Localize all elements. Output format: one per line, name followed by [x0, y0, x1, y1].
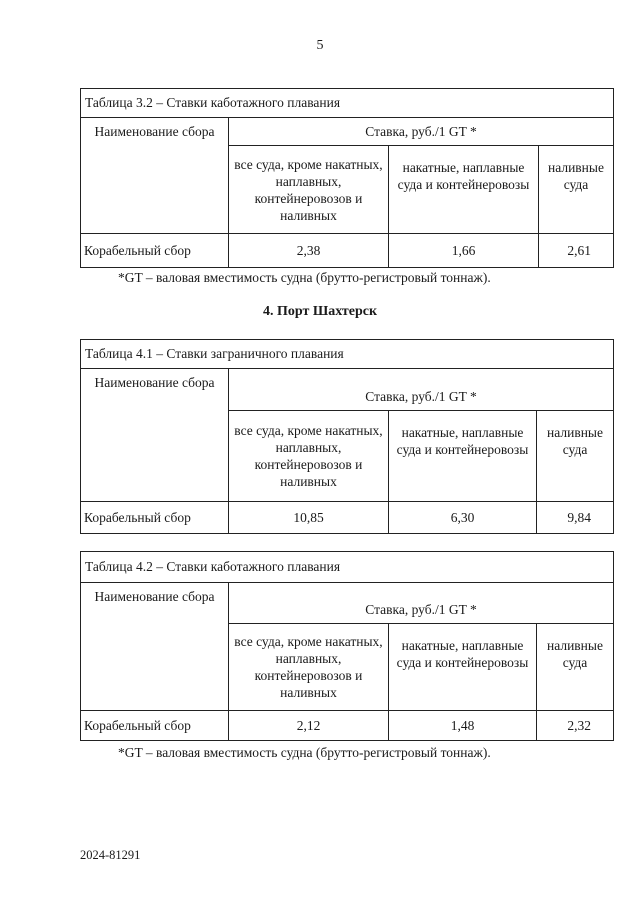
value-tankers: 9,84 — [537, 502, 614, 534]
document-code: 2024-81291 — [80, 848, 141, 862]
column-header-tankers: наливные суда — [537, 411, 614, 502]
rates-table-4-1 — [80, 339, 614, 534]
row-label-ship-fee: Корабельный сбор — [81, 502, 229, 534]
footnote-gt: *GT – валовая вместимость судна (брутто-регистровый тоннаж). — [118, 745, 491, 760]
table-caption: Таблица 4.1 – Ставки заграничного плавания — [81, 340, 614, 369]
column-header-tankers: наливные суда — [539, 146, 614, 234]
value-roro-vessels: 1,48 — [389, 711, 537, 741]
column-header-tankers: наливные суда — [537, 624, 614, 711]
fee-name-header: Наименование сбора — [81, 583, 229, 711]
rate-header: Ставка, руб./1 GT * — [229, 118, 614, 146]
column-header-general-vessels: все суда, кроме накатных, наплавных, контейнеровозов и наливных — [229, 411, 389, 502]
rate-header: Ставка, руб./1 GT * — [229, 369, 614, 411]
footnote-gt: *GT – валовая вместимость судна (брутто-регистровый тоннаж). — [118, 270, 491, 285]
column-header-general-vessels: все суда, кроме накатных, наплавных, контейнеровозов и наливных — [229, 146, 389, 234]
value-general-vessels: 2,12 — [229, 711, 389, 741]
column-header-general-vessels: все суда, кроме накатных, наплавных, контейнеровозов и наливных — [229, 624, 389, 711]
table-caption: Таблица 4.2 – Ставки каботажного плавания — [81, 552, 614, 583]
fee-name-header: Наименование сбора — [81, 118, 229, 234]
column-header-roro-vessels: накатные, наплавные суда и контейнеровозы — [389, 624, 537, 711]
rate-header: Ставка, руб./1 GT * — [229, 583, 614, 624]
value-tankers: 2,32 — [537, 711, 614, 741]
value-general-vessels: 2,38 — [229, 234, 389, 268]
row-label-ship-fee: Корабельный сбор — [81, 234, 229, 268]
page-number: 5 — [316, 38, 324, 53]
value-general-vessels: 10,85 — [229, 502, 389, 534]
fee-name-header: Наименование сбора — [81, 369, 229, 502]
section-title: 4. Порт Шахтерск — [262, 304, 378, 319]
row-label-ship-fee: Корабельный сбор — [81, 711, 229, 741]
column-header-roro-vessels: накатные, наплавные суда и контейнеровозы — [389, 146, 539, 234]
table-caption: Таблица 3.2 – Ставки каботажного плавания — [81, 89, 614, 118]
value-tankers: 2,61 — [539, 234, 614, 268]
column-header-roro-vessels: накатные, наплавные суда и контейнеровозы — [389, 411, 537, 502]
value-roro-vessels: 1,66 — [389, 234, 539, 268]
rates-table-4-2 — [80, 551, 614, 741]
rates-table-3-2 — [80, 88, 614, 268]
value-roro-vessels: 6,30 — [389, 502, 537, 534]
